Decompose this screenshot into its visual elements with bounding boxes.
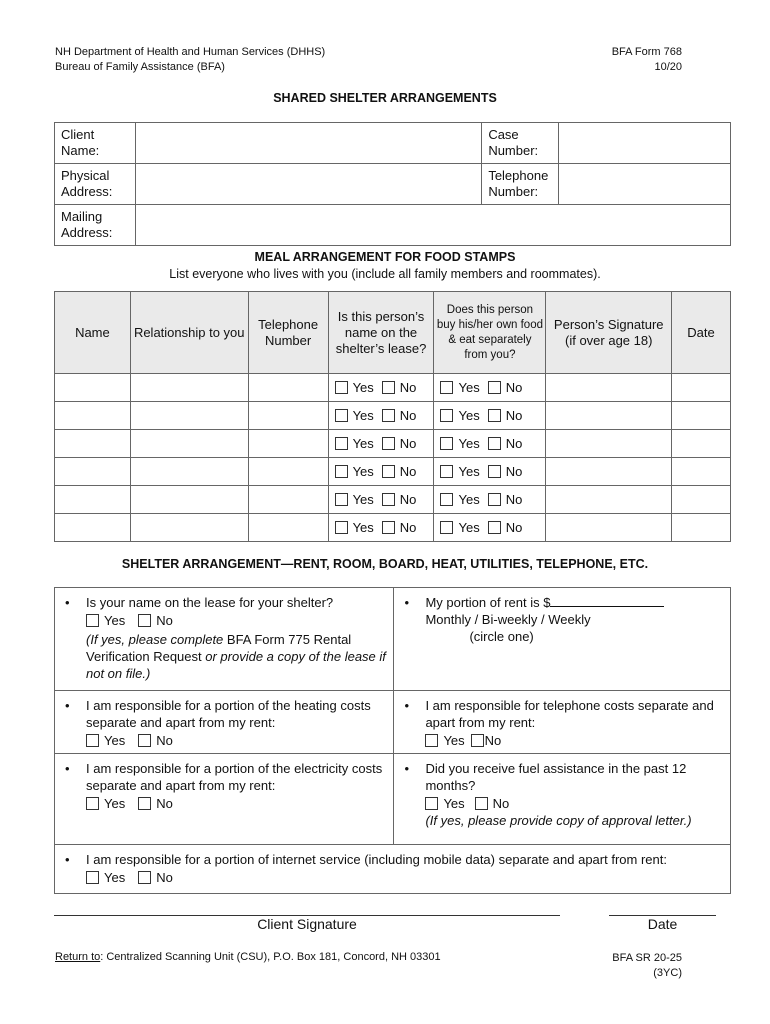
lease-yes-checkbox[interactable] (335, 409, 348, 422)
shelter-q-lease (55, 588, 394, 691)
footer-code-sub: (3YC) (653, 967, 682, 979)
bullet: • (65, 698, 70, 713)
no-label: No (399, 492, 417, 507)
header-agency-block (55, 45, 325, 75)
own-food-yes-checkbox[interactable] (440, 381, 453, 394)
lease-cell (328, 486, 434, 514)
bullet: • (65, 761, 70, 776)
rent-amount-field[interactable] (550, 594, 664, 607)
form-date: 10/20 (654, 61, 682, 73)
name-cell[interactable] (55, 374, 131, 402)
yes-label: Yes (104, 870, 126, 885)
form-number: BFA Form 768 (611, 46, 682, 58)
yes-label: Yes (352, 380, 374, 395)
yes-label: Yes (443, 796, 465, 811)
telephone-cell[interactable] (248, 486, 328, 514)
date-cell[interactable] (672, 374, 731, 402)
relationship-cell[interactable] (130, 402, 248, 430)
no-label: No (492, 796, 510, 811)
name-cell[interactable] (55, 514, 131, 542)
signature-cell[interactable] (546, 514, 672, 542)
no-label: No (399, 464, 417, 479)
no-label: No (505, 464, 523, 479)
internet-no-checkbox[interactable] (138, 871, 151, 884)
col-header-relationship: Relationship to you (130, 292, 248, 374)
table-row (55, 430, 731, 458)
electricity-question: I am responsible for a portion of the electricity costs separate and apart from my rent: (86, 761, 383, 793)
household-members-body (55, 374, 731, 542)
meal-section-subtitle: List everyone who lives with you (include all family members and roommates). (169, 267, 601, 281)
name-cell[interactable] (55, 430, 131, 458)
own-food-yes-checkbox[interactable] (440, 409, 453, 422)
lease-no-checkbox[interactable] (382, 381, 395, 394)
own-food-no-checkbox[interactable] (488, 437, 501, 450)
yes-label: Yes (104, 796, 126, 811)
name-cell[interactable] (55, 402, 131, 430)
telephone-no-checkbox[interactable] (471, 734, 484, 747)
lease-no-checkbox[interactable] (382, 521, 395, 534)
no-label: No (156, 870, 173, 885)
lease-cell (328, 430, 434, 458)
name-cell[interactable] (55, 458, 131, 486)
col-header-buys-own-food: Does this person buy his/her own food & eat separately from you? (434, 292, 546, 374)
client-signature-label: Client Signature (257, 916, 357, 932)
col-header-lease: Is this person’s name on the shelter’s lease? (328, 292, 434, 374)
client-name-field[interactable] (135, 123, 481, 164)
telephone-cell[interactable] (248, 458, 328, 486)
meal-section-title: MEAL ARRANGEMENT FOR FOOD STAMPS (254, 250, 516, 264)
lease-yes-checkbox[interactable] (335, 521, 348, 534)
no-label: No (484, 733, 502, 748)
no-label: No (399, 436, 417, 451)
telephone-yes-checkbox[interactable] (425, 734, 438, 747)
lease-no-checkbox[interactable] (382, 409, 395, 422)
shelter-q-telephone (394, 691, 731, 754)
own-food-yes-checkbox[interactable] (440, 437, 453, 450)
own-food-yes-checkbox[interactable] (440, 521, 453, 534)
signature-cell[interactable] (546, 430, 672, 458)
bullet: • (404, 595, 410, 610)
telephone-cell[interactable] (248, 430, 328, 458)
own-food-cell (434, 486, 546, 514)
telephone-question: I am responsible for telephone costs separate and apart from my rent: (425, 698, 714, 730)
rent-question: My portion of rent is $ (425, 595, 551, 610)
own-food-no-checkbox[interactable] (488, 381, 501, 394)
circle-one-note: (circle one) (469, 629, 534, 644)
no-label: No (505, 492, 523, 507)
own-food-no-checkbox[interactable] (488, 493, 501, 506)
telephone-number-field[interactable] (559, 164, 731, 205)
yes-label: Yes (458, 492, 480, 507)
own-food-no-checkbox[interactable] (488, 409, 501, 422)
own-food-yes-checkbox[interactable] (440, 465, 453, 478)
own-food-cell (434, 430, 546, 458)
footer-code: BFA SR 20-25 (612, 952, 682, 964)
electricity-no-checkbox[interactable] (138, 797, 151, 810)
signature-cell[interactable] (546, 458, 672, 486)
yes-label: Yes (458, 436, 480, 451)
own-food-no-checkbox[interactable] (488, 521, 501, 534)
case-number-label: Case Number: (482, 123, 559, 164)
date-cell[interactable] (672, 430, 731, 458)
date-cell[interactable] (672, 514, 731, 542)
yes-label: Yes (458, 464, 480, 479)
no-label: No (505, 408, 523, 423)
agency-name: NH Department of Health and Human Services (DHHS) (55, 46, 326, 58)
lease-cell (328, 374, 434, 402)
fuel-assistance-question: Did you receive fuel assistance in the past 12 months? (425, 761, 687, 793)
lease-no-checkbox[interactable] (382, 493, 395, 506)
heating-no-checkbox[interactable] (138, 734, 151, 747)
col-header-date: Date (672, 292, 731, 374)
table-row (55, 374, 731, 402)
lease-yes-checkbox[interactable] (335, 465, 348, 478)
yes-label: Yes (352, 492, 374, 507)
physical-address-label: Physical Address: (55, 164, 136, 205)
yes-label: Yes (458, 520, 480, 535)
table-row (55, 486, 731, 514)
mailing-address-field[interactable] (135, 205, 730, 246)
lease-cell (328, 458, 434, 486)
no-label: No (505, 520, 523, 535)
col-header-name: Name (55, 292, 131, 374)
own-food-no-checkbox[interactable] (488, 465, 501, 478)
yes-label: Yes (104, 613, 126, 628)
lease-yes-checkbox[interactable] (86, 614, 99, 627)
heating-yes-checkbox[interactable] (86, 734, 99, 747)
name-cell[interactable] (55, 486, 131, 514)
no-label: No (505, 380, 523, 395)
yes-label: Yes (458, 408, 480, 423)
no-label: No (399, 380, 417, 395)
lease-cell (328, 514, 434, 542)
yes-label: Yes (443, 733, 465, 748)
yes-label: Yes (352, 408, 374, 423)
client-name-label: Client Name: (55, 123, 136, 164)
return-to-label: Return to (55, 951, 101, 963)
mailing-address-label: Mailing Address: (55, 205, 136, 246)
return-address (55, 951, 441, 963)
no-label: No (156, 796, 173, 811)
telephone-number-label: Telephone Number: (482, 164, 559, 205)
signature-cell[interactable] (546, 402, 672, 430)
shelter-q-electricity (55, 754, 394, 845)
col-header-signature: Person’s Signature (if over age 18) (546, 292, 672, 374)
shelter-section-title: SHELTER ARRANGEMENT—RENT, ROOM, BOARD, HEAT, UTILITIES, TELEPHONE, ETC. (121, 557, 649, 571)
electricity-yes-checkbox[interactable] (86, 797, 99, 810)
relationship-cell[interactable] (130, 374, 248, 402)
yes-label: Yes (104, 733, 126, 748)
date-cell[interactable] (672, 486, 731, 514)
household-members-table (54, 291, 731, 542)
own-food-yes-checkbox[interactable] (440, 493, 453, 506)
lease-yes-checkbox[interactable] (335, 381, 348, 394)
shelter-arrangement-table (54, 587, 731, 894)
lease-no-checkbox[interactable] (138, 614, 151, 627)
signature-cell[interactable] (546, 486, 672, 514)
own-food-cell (434, 458, 546, 486)
date-cell[interactable] (672, 402, 731, 430)
no-label: No (505, 436, 523, 451)
physical-address-field[interactable] (135, 164, 481, 205)
fuel-no-checkbox[interactable] (475, 797, 488, 810)
bullet: • (65, 595, 70, 610)
lease-no-checkbox[interactable] (382, 437, 395, 450)
own-food-cell (434, 402, 546, 430)
lease-yes-checkbox[interactable] (335, 493, 348, 506)
heating-question: I am responsible for a portion of the heating costs separate and apart from my rent: (86, 698, 371, 730)
case-number-field[interactable] (559, 123, 731, 164)
shelter-q-heating (55, 691, 394, 754)
table-row (55, 458, 731, 486)
yes-label: Yes (458, 380, 480, 395)
shelter-q-fuel-assistance (394, 754, 731, 845)
internet-question: I am responsible for a portion of internet service (including mobile data) separate and apart from rent: (86, 852, 667, 867)
signature-cell[interactable] (546, 374, 672, 402)
lease-question: Is your name on the lease for your shelter? (86, 595, 334, 610)
lease-cell (328, 402, 434, 430)
lease-note: (If yes, please complete BFA Form 775 Rental Verification Request or provide a copy of the lease if not on file.) (86, 632, 386, 681)
bullet: • (65, 852, 70, 867)
bureau-name: Bureau of Family Assistance (BFA) (55, 61, 225, 73)
no-label: No (156, 613, 173, 628)
date-cell[interactable] (672, 458, 731, 486)
yes-label: Yes (352, 520, 374, 535)
shelter-q-rent (394, 588, 731, 691)
yes-label: Yes (352, 436, 374, 451)
return-address-text: : Centralized Scanning Unit (CSU), P.O. Box 181, Concord, NH 03301 (100, 951, 441, 963)
no-label: No (399, 520, 417, 535)
footer-code-block (560, 951, 682, 981)
rent-frequency-options[interactable]: Monthly / Bi-weekly / Weekly (425, 612, 591, 627)
telephone-cell[interactable] (248, 514, 328, 542)
relationship-cell[interactable] (130, 514, 248, 542)
fuel-yes-checkbox[interactable] (425, 797, 438, 810)
lease-no-checkbox[interactable] (382, 465, 395, 478)
fuel-assistance-note: (If yes, please provide copy of approval letter.) (425, 813, 692, 828)
own-food-cell (434, 514, 546, 542)
table-row (55, 402, 731, 430)
table-row (55, 514, 731, 542)
shelter-q-internet (55, 845, 731, 894)
lease-yes-checkbox[interactable] (335, 437, 348, 450)
col-header-telephone: Telephone Number (248, 292, 328, 374)
no-label: No (156, 733, 173, 748)
telephone-cell[interactable] (248, 374, 328, 402)
date-signature-label: Date (647, 916, 678, 932)
yes-label: Yes (352, 464, 374, 479)
page-title: SHARED SHELTER ARRANGEMENTS (273, 91, 497, 105)
own-food-cell (434, 374, 546, 402)
no-label: No (399, 408, 417, 423)
telephone-cell[interactable] (248, 402, 328, 430)
client-info-table (54, 122, 731, 246)
relationship-cell[interactable] (130, 486, 248, 514)
bullet: • (404, 698, 410, 713)
relationship-cell[interactable] (130, 430, 248, 458)
relationship-cell[interactable] (130, 458, 248, 486)
internet-yes-checkbox[interactable] (86, 871, 99, 884)
bullet: • (404, 761, 410, 776)
header-form-block (560, 45, 682, 75)
